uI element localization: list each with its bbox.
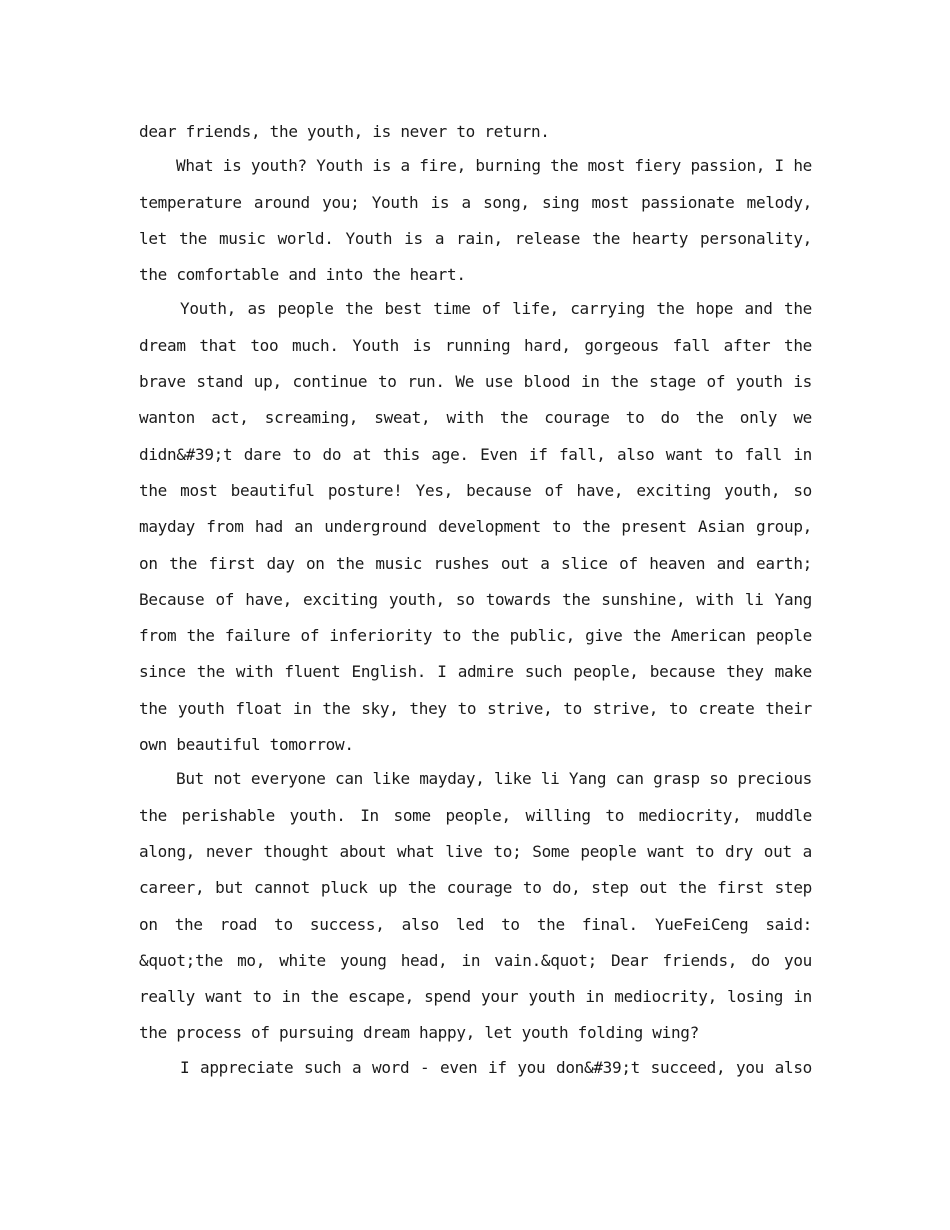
paragraph-2: What is youth? Youth is a fire, burning the most fiery passion, I he temperature around you; Youth is a song, sing most passionate melody, let the music world. Youth is a rain, release the hearty personality, the comfortable and into the heart. — [139, 156, 812, 285]
paragraph-5: I appreciate such a word - even if you don&#39;t succeed, you also — [180, 1057, 812, 1077]
document-body — [139, 114, 812, 1086]
paragraph-3: Youth, as people the best time of life, carrying the hope and the dream that too much. Youth is running hard, gorgeous fall after the brave stand up, continue to run. We use blood in the stage of youth is wanton act, screaming, sweat, with the courage to do the only we didn&#39;t dare to do at this age. Even if fall, also want to fall in the most beautiful posture! Yes, because of have, exciting youth, so mayday from had an underground development to the present Asian group, on the first day on the music rushes out a slice of heaven and earth; Because of have, exciting youth, so towards the sunshine, with li Yang from the failure of inferiority to the public, give the American people since the with fluent English. I admire such people, because they make the youth float in the sky, they to strive, to strive, to create their own beautiful tomorrow. — [139, 299, 812, 755]
paragraph-1: dear friends, the youth, is never to return. — [139, 122, 550, 141]
paragraph-4: But not everyone can like mayday, like li Yang can grasp so precious the perishable youth. In some people, willing to mediocrity, muddle along, never thought about what live to; Some people want to dry out a career, but cannot pluck up the courage to do, step out the first step on the road to success, also led to the final. YueFeiCeng said: &quot;the mo, white young head, in vain.&quot; Dear friends, do you really want to in the escape, spend your youth in mediocrity, losing in the process of pursuing dream happy, let youth folding wing? — [139, 769, 812, 1043]
